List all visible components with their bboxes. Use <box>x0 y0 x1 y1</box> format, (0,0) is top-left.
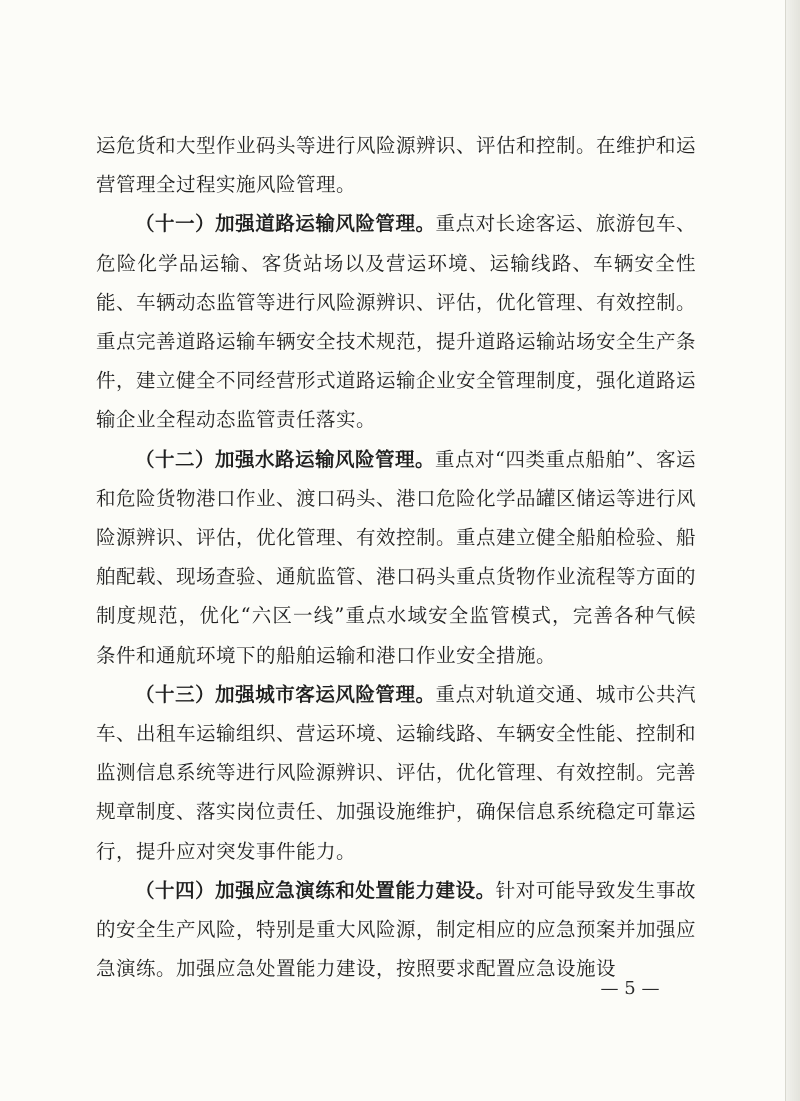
paragraph-body: 针对可能导致发生事故的安全生产风险，特别是重大风险源，制定相应的应急预案并加强应急演练。加强应急处置能力建设，按照要求配置应急设施设 <box>96 878 697 981</box>
paragraph-body: 运危货和大型作业码头等进行风险源辨识、评估和控制。在维护和运营管理全过程实施风险管理。 <box>96 134 697 197</box>
paragraph-14 <box>96 871 696 989</box>
text-block <box>96 126 696 988</box>
paragraph-13 <box>96 675 696 871</box>
paragraph-body: 重点对“四类重点船舶”、客运和危险货物港口作业、渡口码头、港口危险化学品罐区储运等进行风险源辨识、评估，优化管理、有效控制。重点建立健全船舶检验、船舶配载、现场查验、通航监管、港口码头重点货物作业流程等方面的制度规范，优化“六区一线”重点水域安全监管模式，完善各种气候条件和通航环境下的船舶运输和港口作业安全措施。 <box>96 447 697 667</box>
paragraph-heading: （十三）加强城市客运风险管理。 <box>135 682 436 706</box>
page-number: — 5 — <box>600 978 660 999</box>
paragraph-body: 重点对轨道交通、城市公共汽车、出租车运输组织、营运环境、运输线路、车辆安全性能、控制和监测信息系统等进行风险源辨识、评估，优化管理、有效控制。完善规章制度、落实岗位责任、加强设施维护，确保信息系统稳定可靠运行，提升应对突发事件能力。 <box>96 682 697 863</box>
paragraph-heading: （十四）加强应急演练和处置能力建设。 <box>135 878 496 902</box>
paragraph-12 <box>96 440 696 675</box>
paragraph-body: 重点对长途客运、旅游包车、危险化学品运输、客货站场以及营运环境、运输线路、车辆安全性能、车辆动态监管等进行风险源辨识、评估，优化管理、有效控制。重点完善道路运输车辆安全技术规范，提升道路运输站场安全生产条件，建立健全不同经营形式道路运输企业安全管理制度，强化道路运输企业全程动态监管责任落实。 <box>96 212 697 432</box>
paragraph-heading: （十一）加强道路运输风险管理。 <box>135 212 436 236</box>
paragraph-11 <box>96 204 696 439</box>
scan-edge <box>785 0 800 1101</box>
paragraph-heading: （十二）加强水路运输风险管理。 <box>135 447 436 471</box>
paragraph-continued <box>96 126 696 204</box>
